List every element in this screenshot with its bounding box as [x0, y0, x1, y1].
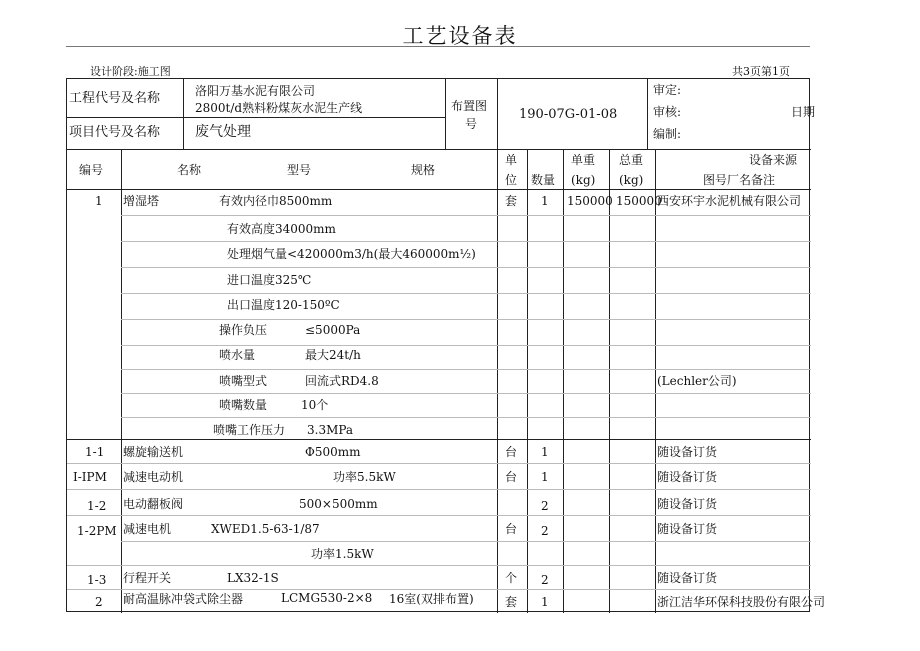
grid-line [67, 463, 811, 464]
col-unit-weight-2: (kg) [571, 173, 596, 187]
row-1-2-qty: 2 [541, 499, 549, 513]
row-1-spec: 有效内径巾8500mm [219, 194, 333, 208]
col-source-1: 设备来源 [749, 153, 798, 167]
grid-line [67, 489, 811, 490]
prepare-label: 编制: [653, 127, 682, 141]
row-1-source: 西安环宇水泥机械有限公司 [657, 194, 802, 208]
spec-nozzle-pressure-label: 喷嘴工作压力 [213, 423, 286, 437]
row-1-2pm-unit: 台 [505, 522, 518, 536]
row-1-name: 增湿塔 [123, 194, 160, 208]
row-2-name: 耐高温脉冲袋式除尘器 [123, 592, 244, 606]
drawing-number: 190-07G-01-08 [519, 107, 618, 122]
row-iipm-source: 随设备订货 [657, 470, 718, 484]
grid-line [67, 565, 811, 566]
vline [497, 79, 498, 149]
grid-line [121, 417, 811, 418]
row-iipm-unit: 台 [505, 470, 518, 484]
col-spec: 规格 [411, 163, 436, 177]
row-1-unit: 套 [505, 194, 518, 208]
spec-gas-volume: 处理烟气量<420000m3/h(最大460000m½) [227, 247, 476, 261]
row-2-qty: 1 [541, 595, 549, 609]
row-1-2pm-number: 1-2PM [77, 524, 117, 538]
grid-line [121, 241, 811, 242]
grid-line [67, 589, 811, 590]
hline [67, 189, 811, 190]
row-1-3-model: LX32-1S [227, 571, 279, 585]
grid-line [67, 515, 811, 516]
vline [183, 79, 184, 149]
item-code-label: 项目代号及名称 [69, 125, 161, 140]
row-1-2pm-qty: 2 [541, 524, 549, 538]
col-unit-weight-1: 单重 [571, 153, 596, 167]
grid-line [121, 293, 811, 294]
row-1-2pm-power: 功率1.5kW [311, 547, 374, 561]
spec-nozzle-count-label: 喷嘴数量 [219, 398, 268, 412]
vline [655, 149, 656, 613]
spec-spray-label: 喷水量 [219, 348, 256, 362]
col-number: 编号 [79, 163, 104, 177]
row-1-1-source: 随设备订货 [657, 445, 718, 459]
company-name: 洛阳万基水泥有限公司 [195, 84, 316, 98]
line-name: 2800t/d熟料粉煤灰水泥生产线 [195, 101, 363, 115]
vline [497, 149, 498, 613]
row-2-model: LCMG530-2×8 [281, 591, 373, 605]
spec-nozzle-pressure-value: 3.3MPa [307, 423, 354, 437]
row-1-1-unit: 台 [505, 445, 518, 459]
spec-nozzle-type-value: 回流式RD4.8 [305, 374, 379, 388]
spec-pressure-value: ≤5000Pa [305, 323, 361, 337]
row-1-2-source: 随设备订货 [657, 497, 718, 511]
col-source-2: 图号厂名备注 [703, 173, 776, 187]
row-1-3-unit: 个 [505, 571, 518, 585]
vline [445, 79, 446, 149]
spec-inlet-temp: 进口温度325℃ [227, 273, 312, 287]
spec-nozzle-count-value: 10个 [301, 398, 329, 412]
row-1-2pm-source: 随设备订货 [657, 522, 718, 536]
vline [563, 149, 564, 613]
hline [67, 439, 811, 440]
spec-nozzle-source: (Lechler公司) [657, 374, 737, 388]
grid-line [121, 369, 811, 370]
row-1-1-name: 螺旋输送机 [123, 445, 184, 459]
row-1-1-qty: 1 [541, 445, 549, 459]
row-2-number: 2 [95, 595, 103, 609]
col-total-weight-1: 总重 [619, 153, 644, 167]
project-code-label: 工程代号及名称 [69, 91, 161, 106]
title-rule [66, 46, 810, 47]
row-iipm-qty: 1 [541, 470, 549, 484]
col-unit-2: 位 [505, 173, 518, 187]
grid-line [121, 345, 811, 346]
spec-height: 有效高度34000mm [227, 222, 336, 236]
design-phase: 设计阶段:施工图 [90, 65, 171, 78]
grid-line [121, 267, 811, 268]
row-2-source: 浙江洁华环保科技股份有限公司 [657, 595, 826, 609]
row-1-2-model: 500×500mm [299, 497, 378, 511]
vline [527, 149, 528, 613]
row-2-spec: 16室(双排布置) [389, 592, 474, 606]
col-name: 名称 [177, 163, 202, 177]
page-info: 共3页第1页 [732, 65, 790, 78]
row-1-2-name: 电动翻板阀 [123, 497, 184, 511]
row-1-2pm-model: XWED1.5-63-1/87 [211, 522, 320, 536]
row-iipm-number: I-IPM [73, 470, 107, 484]
item-name: 废气处理 [195, 124, 251, 140]
hline [67, 149, 811, 150]
spec-outlet-temp: 出口温度120-150ºC [227, 298, 340, 312]
col-total-weight-2: (kg) [619, 173, 644, 187]
row-1-1-number: 1-1 [85, 445, 105, 459]
grid-line [121, 319, 811, 320]
row-1-3-number: 1-3 [87, 573, 107, 587]
row-1-number: 1 [95, 194, 103, 208]
row-1-3-source: 随设备订货 [657, 571, 718, 585]
row-1-2pm-name: 减速电机 [123, 522, 172, 536]
row-2-unit: 套 [505, 595, 518, 609]
grid-line [121, 215, 811, 216]
equipment-table [66, 78, 826, 612]
col-model: 型号 [287, 163, 312, 177]
col-unit-1: 单 [505, 153, 518, 167]
row-1-unit-weight: 150000 [567, 194, 613, 208]
row-1-1-model: Φ500mm [305, 445, 361, 459]
review-label: 审定: [653, 83, 682, 97]
row-iipm-name: 减速电动机 [123, 470, 184, 484]
grid-line [121, 393, 811, 394]
vline [609, 149, 610, 613]
row-1-total-weight: 150000 [616, 194, 662, 208]
grid-line [121, 541, 811, 542]
date-label: 日期 [791, 105, 816, 119]
row-iipm-spec: 功率5.5kW [333, 470, 396, 484]
spec-pressure-label: 操作负压 [219, 323, 268, 337]
row-1-3-name: 行程开关 [123, 571, 172, 585]
spec-nozzle-type-label: 喷嘴型式 [219, 374, 268, 388]
check-label: 审核: [653, 105, 682, 119]
row-1-3-qty: 2 [541, 573, 549, 587]
document-title: 工艺设备表 [402, 24, 518, 48]
vline [121, 149, 122, 613]
vline [647, 79, 648, 149]
row-1-2-number: 1-2 [87, 499, 107, 513]
hline [67, 117, 445, 118]
spec-spray-value: 最大24t/h [305, 348, 361, 362]
layout-label-line1: 布置图 [451, 99, 488, 113]
layout-label-line2: 号 [465, 117, 478, 131]
row-1-qty: 1 [541, 194, 549, 208]
col-quantity: 数量 [531, 173, 556, 187]
